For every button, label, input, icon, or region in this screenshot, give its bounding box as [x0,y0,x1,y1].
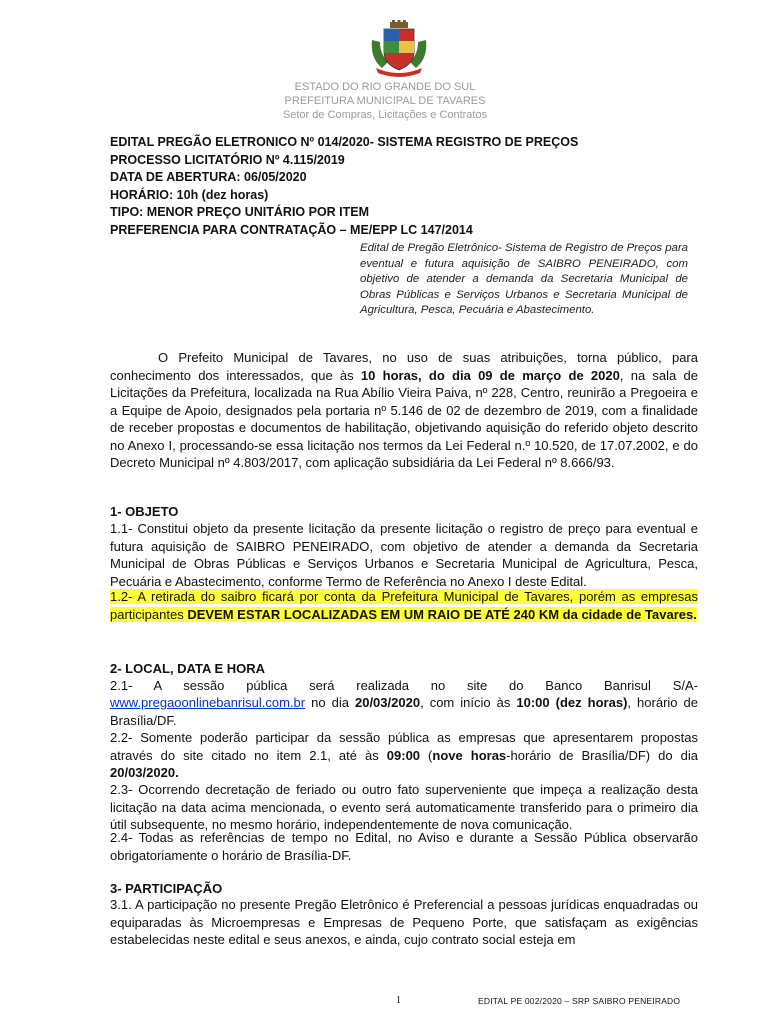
text: no dia [305,695,355,710]
footer-text: EDITAL PE 002/2020 – SRP SAIBRO PENEIRADO [478,996,681,1006]
text: , horário de Brasília/DF. [110,695,698,728]
section-3-title: 3- PARTICIPAÇÃO [110,881,223,896]
text: ( [420,747,433,763]
intro-text: O Prefeito Municipal de Tavares, no uso de suas atribuições, torna público, para conhecimento dos interessados, que às [110,350,698,383]
page-number: 1 [396,995,401,1006]
text: 2.2- Somente poderão participar da sessão pública as empresas que apresentarem propostas através do site citado no item 2.1, até às [110,730,698,763]
deadline-date: 20/03/2020. [110,765,179,780]
highlighted-bold-text: DEVEM ESTAR LOCALIZADAS EM UM RAIO DE ATÉ 240 KM da cidade de Tavares. [187,606,697,622]
deadline-hours: nove horas [432,747,507,763]
heading-line: TIPO: MENOR PREÇO UNITÁRIO POR ITEM [110,205,370,219]
heading-line: EDITAL PREGÃO ELETRONICO Nº 014/2020- SISTEMA REGISTRO DE PREÇOS [110,135,579,149]
banrisul-link[interactable]: www.pregaoonlinebanrisul.com.br [110,695,306,710]
section-1-title: 1- OBJETO [110,504,179,519]
letterhead-state: ESTADO DO RIO GRANDE DO SUL [294,81,476,93]
session-date: 20/03/2020 [354,695,421,710]
section-1-2 [110,588,698,623]
letterhead-department: Setor de Compras, Licitações e Contratos [282,109,488,121]
highlighted-text: 1.2- A retirada do saibro ficará por conta da Prefeitura Municipal de Tavares, porém as empresas participantes [110,589,698,622]
section-1-1: 1.1- Constitui objeto da presente licitação da presente licitação o registro de preço para eventual e futura aquisição de SAIBRO PENEIRADO, com objetivo de atender a demanda da Secretaria Municipal de Obras Públicas e Serviços Urbanos e Secretaria Municipal de Agricultura, Pesca, Pecuária e Abastecimento, conforme Termo de Referência no Anexo I deste Edital. [110,521,698,589]
heading-line: PREFERENCIA PARA CONTRATAÇÃO – ME/EPP LC 147/2014 [110,222,473,237]
section-2-1-line1: 2.1- A sessão pública será realizada no site do Banco Banrisul S/A- [110,678,698,693]
section-2-3: 2.3- Ocorrendo decretação de feriado ou outro fato superveniente que impeça a realização desta licitação na data acima mencionada, o evento será automaticamente transferido para o primeiro dia útil subsequente, no mesmo horário, independentemente de nova comunicação. [110,782,698,832]
text: -horário de Brasília/DF) do dia [506,747,698,763]
deadline-time: 09:00 [386,747,421,763]
section-2-4: 2.4- Todas as referências de tempo no Edital, no Aviso e durante a Sessão Pública observarão obrigatoriamente o horário de Brasília-DF. [110,830,698,863]
intro-paragraph [110,349,698,472]
heading-line: PROCESSO LICITATÓRIO Nº 4.115/2019 [110,152,345,167]
session-time: 10:00 (dez horas) [516,695,628,710]
section-3-1: 3.1. A participação no presente Pregão Eletrônico é Preferencial a pessoas jurídicas enquadradas ou equiparadas às Microempresas e Empresas de Pequeno Porte, que satisfaçam as exigências estabelecidas neste edital e seus anexos, e ainda, cujo contrato social esteja em [110,897,698,947]
coat-of-arms-logo [368,20,430,78]
heading-line: HORÁRIO: 10h (dez horas) [110,187,269,202]
intro-date: 10 horas, do dia 09 de março de 2020 [360,367,620,383]
section-2-1-rest [110,694,698,729]
edital-heading [110,134,710,239]
letterhead-city-hall: PREFEITURA MUNICIPAL DE TAVARES [284,95,486,107]
text: , com início às [420,695,517,710]
heading-line: DATA DE ABERTURA: 06/05/2020 [110,170,307,184]
section-2-title: 2- LOCAL, DATA E HORA [110,661,266,676]
object-summary: Edital de Pregão Eletrônico- Sistema de Registro de Preços para eventual e futura aquisição de SAIBRO PENEIRADO, com objetivo de atender a demanda da Secretaria Municipal de Obras Públicas e Serviços Urbanos e Secretaria Municipal de Agricultura, Pesca, Pecuária e Abastecimento. [360,242,688,316]
section-2-2 [110,729,698,782]
intro-text-rest: , na sala de Licitações da Prefeitura, localizada na Rua Abílio Vieira Paiva, nº 228, Centro, reunirão a Pregoeira e a Equipe de Apoio, designados pela portaria nº 5.146 de 02 de dezembro de 2019, com a finalidade de receber propostas e documentos de habilitação, objetivando aquisição do referido objeto descrito no Anexo I, processando-se essa licitação nos termos da Lei Federal n.º 10.520, de 17.07.2002, e do Decreto Municipal nº 4.803/2017, com aplicação subsidiária da Lei Federal nº 8.666/93. [110,367,698,470]
